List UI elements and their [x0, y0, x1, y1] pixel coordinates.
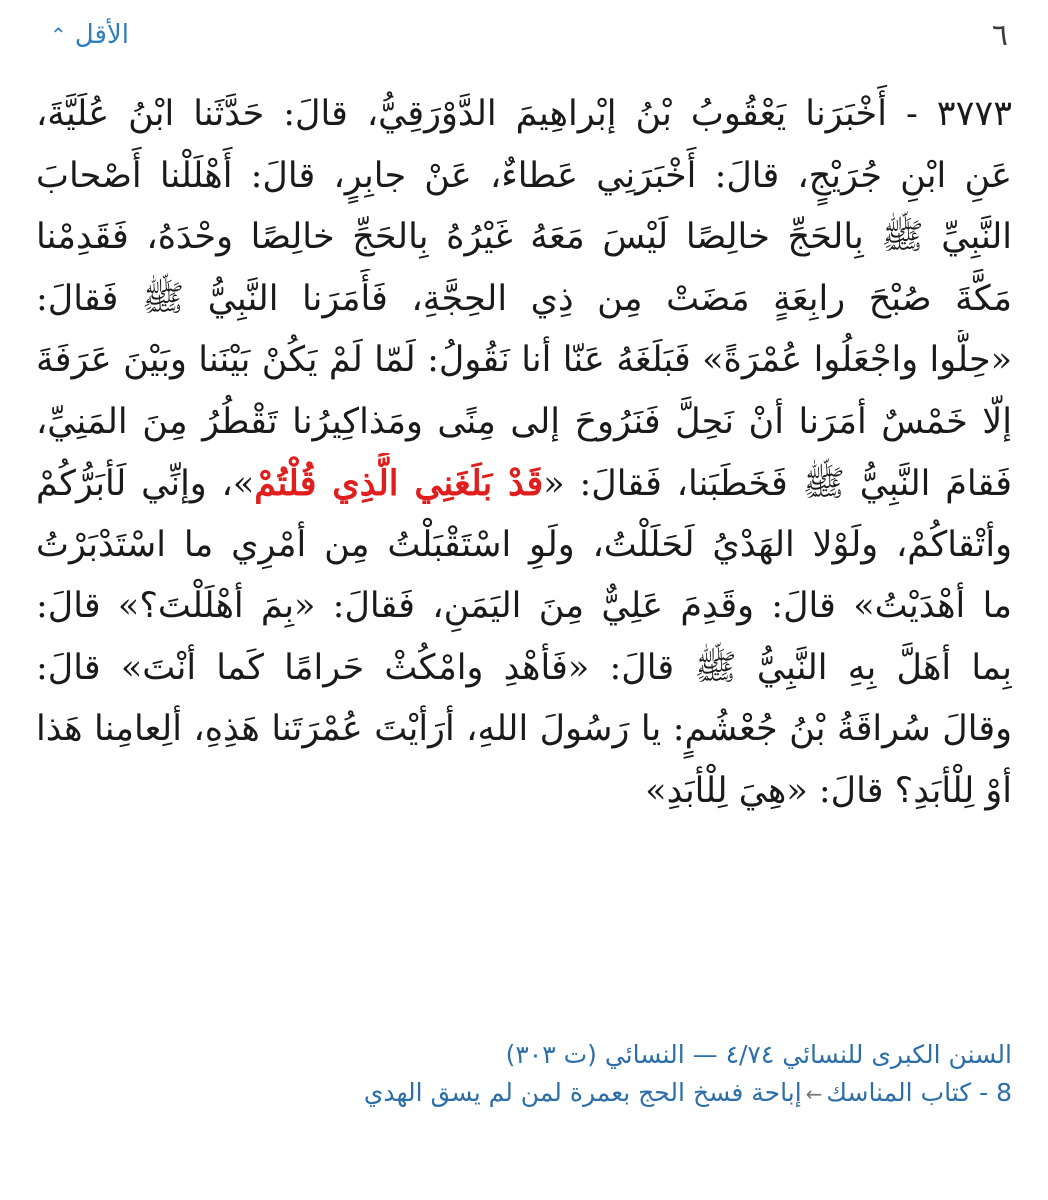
chapter-breadcrumb [40, 1074, 1012, 1112]
hadith-line-part: ، وإنِّي لَأبَرُّكُمْ [36, 464, 233, 504]
page-number: ٦ [991, 18, 1008, 53]
hadith-line: ما أهْدَيْتُ» قالَ: وقَدِمَ عَلِيٌّ مِنَ اليَمَنِ، فَقالَ: «بِمَ أهْلَلْتَ؟» قالَ: [36, 586, 1012, 626]
hadith-line: مَكَّةَ صُبْحَ رابِعَةٍ مَضَتْ مِن ذِي الحِجَّةِ، فَأَمَرَنا النَّبِيُّ ﷺ فَقالَ: [36, 278, 1012, 319]
hadith-line-part: فَقامَ النَّبِيُّ ﷺ فَخَطَبَنا، فَقالَ: « [543, 464, 1012, 504]
hadith-line: «حِلُّوا واجْعَلُوا عُمْرَةً» فَبَلَغَهُ عَنّا أنا نَقُولُ: لَمّا لَمْ يَكُنْ بَيْنَنا وبَيْنَ عَرَفَةَ [36, 340, 1012, 380]
book-source-link[interactable]: السنن الكبرى للنسائي ٤/٧٤ — النسائي (ت ٣٠٣) [505, 1040, 1012, 1069]
hadith-line: إلّا خَمْسٌ أمَرَنا أنْ نَحِلَّ فَنَرُوحَ إلى مِنًى ومَذاكِيرُنا تَقْطُرُ مِنَ المَنِيِّ، [36, 401, 1012, 442]
hadith-line: عَنِ ابْنِ جُرَيْجٍ، قالَ: أَخْبَرَنِي عَطاءٌ، عَنْ جابِرٍ، قالَ: أَهْلَلْنا أَصْحابَ [36, 155, 1012, 196]
section-link[interactable]: إباحة فسخ الحج بعمرة لمن لم يسق الهدي [363, 1078, 802, 1107]
chapter-number[interactable]: 8 - [979, 1078, 1012, 1107]
chapter-link[interactable]: كتاب المناسك [826, 1078, 972, 1107]
hadith-line-highlighted: فَقامَ النَّبِيُّ ﷺ فَخَطَبَنا، فَقالَ: «قَدْ بَلَغَنِي الَّذِي قُلْتُمْ»، وإنِّي لَأبَرُّكُمْ [36, 463, 1012, 504]
hadith-line: أوْ لِلْأبَدِ؟ قالَ: «هِيَ لِلْأبَدِ» [645, 770, 1012, 811]
highlighted-phrase: قَدْ بَلَغَنِي الَّذِي قُلْتُمْ [254, 463, 544, 504]
hadith-line: بِما أهَلَّ بِهِ النَّبِيُّ ﷺ قالَ: «فَأهْدِ وامْكُثْ حَرامًا كَما أنْتَ» قالَ: [36, 647, 1012, 688]
show-less-toggle[interactable] [50, 20, 129, 50]
source-reference [40, 1036, 1012, 1112]
hadith-line: وقالَ سُراقَةُ بْنُ جُعْشُمٍ: يا رَسُولَ اللهِ، أرَأيْتَ عُمْرَتَنا هَذِهِ، ألِعامِنا هَذا [36, 709, 1012, 749]
arrow-left-icon: ← [805, 1082, 823, 1106]
hadith-line: النَّبِيِّ ﷺ بِالحَجِّ خالِصًا لَيْسَ مَعَهُ غَيْرُهُ بِالحَجِّ خالِصًا وحْدَهُ، فَقَدِمْنا [36, 217, 1012, 257]
chevron-up-icon: ⌃ [50, 23, 67, 47]
hadith-line: وأتْقاكُمْ، ولَوْلا الهَدْيُ لَحَلَلْتُ، ولَوِ اسْتَقْبَلْتُ مِن أمْرِي ما اسْتَدْبَرْتُ [36, 524, 1012, 565]
top-bar [50, 14, 1008, 64]
hadith-text [36, 84, 1012, 822]
hadith-line: ٣٧٧٣ - أَخْبَرَنا يَعْقُوبُ بْنُ إبْراهِيمَ الدَّوْرَقِيُّ، قالَ: حَدَّثَنا ابْنُ عُلَيَّةَ، [36, 94, 1012, 134]
show-less-label: الأقل [74, 20, 129, 50]
